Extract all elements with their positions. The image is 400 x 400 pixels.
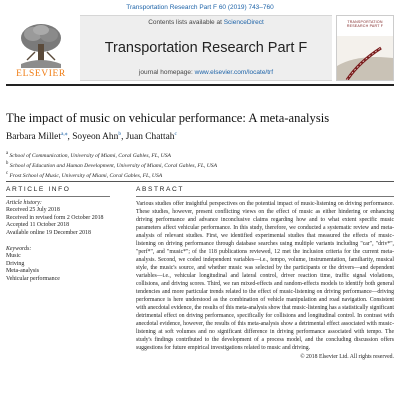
affiliation xyxy=(6,170,217,180)
article-info-heading: ARTICLE INFO xyxy=(6,186,71,193)
history-item: Available online 19 December 2018 xyxy=(6,229,91,236)
journal-cover-road-icon xyxy=(337,36,393,80)
abstract-body xyxy=(136,200,394,361)
contents-prefix: Contents lists available at xyxy=(148,19,224,26)
abstract-text: Various studies offer insightful perspectives on the potential impact of music-listening on driving performance. These studies, however, present conflicting views on the effect of music as either hindering or enhancing driving performance and advance inconclusive claims regarding how and to what extent specific music parameters affect vehicular performance. In this study, therefore, we conducted a systematic review and meta-analysis of relevant studies. First, we identified experimental studies that measured the effects of music-listening on driving performance through database searches using multiple variants including "car", "driv*", "perf*", and "music*"; of the 118 publications reviewed, 12 met the inclusion criteria for the current meta-analysis. Second, we coded independent variables—i.e., tempo, volume, instrumentation, familiarity, musical style, the music's source, and whether music was selected by the participants or the drivers—and dependent variables—i.e., vehicular longitudinal and lateral control, driver reaction time, traffic signal violations, collisions, and driving scores. Third, we ran mixed-effects and random-effects models to identify both general tendencies and more particular trends related to the effect of music-listening on driving performance—driving performance is here understood as the combination of vehicle manipulation and road navigation. Consistent with anecdotal evidence, the results of this meta-analysis show that music-listening has a statistically significant detrimental effect on driving performance, specifically for collisions and longitudinal control. In contrast with anecdotal evidence, however, the results of this meta-analysis show a detrimental effect associated with music-listening at soft volumes and no significant difference in driving performance associated with tempo. The study's findings contributed to the development of a process model, and the concluding discussion offers suggestions for future empirical investigations related to music and driving. xyxy=(136,201,394,352)
author-list: Barbara Millet$^{a,⁎}$, Soyeon Ahn$^b$, Juan Chattah$^c$ xyxy=(6,131,177,143)
affiliation xyxy=(6,150,217,160)
sciencedirect-link[interactable]: ScienceDirect xyxy=(223,19,264,26)
history-item: Accepted 11 October 2018 xyxy=(6,222,70,229)
journal-title: Transportation Research Part F xyxy=(104,39,308,56)
publisher-wordmark: ELSEVIER xyxy=(16,69,66,79)
publisher-logo[interactable] xyxy=(6,15,76,81)
keyword: Meta-analysis xyxy=(6,268,40,275)
masthead-center xyxy=(80,15,332,81)
keyword: Vehicular performance xyxy=(6,275,60,282)
journal-citation[interactable]: Transportation Research Part F 60 (2019) 743–760 xyxy=(126,4,274,11)
history-item: Received in revised form 2 October 2018 xyxy=(6,214,104,221)
article-info-rule xyxy=(6,196,110,197)
contents-line xyxy=(148,19,264,26)
homepage-link[interactable]: www.elsevier.com/locate/trf xyxy=(194,69,274,76)
abstract-rule xyxy=(136,196,394,197)
header-rule xyxy=(6,84,394,86)
affiliation-list xyxy=(6,150,217,180)
journal-homepage xyxy=(139,69,273,76)
affiliation-text: School of Communication, University of Miami, Coral Gables, FL, USA xyxy=(9,152,171,159)
author-affiliation-mark[interactable]: b xyxy=(118,131,122,137)
journal-masthead xyxy=(6,15,394,81)
abstract-heading: ABSTRACT xyxy=(136,186,184,193)
journal-cover-thumbnail[interactable] xyxy=(336,15,394,81)
author-name[interactable]: Soyeon Ahn xyxy=(72,132,119,143)
history-item: Received 25 July 2018 xyxy=(6,207,60,214)
history-label: Article history: xyxy=(6,200,42,206)
elsevier-tree-logo-icon xyxy=(15,22,67,68)
affiliation-mark: b xyxy=(6,161,9,167)
cover-title: TRANSPORTATION RESEARCH PART F xyxy=(346,20,384,29)
copyright-notice: © 2018 Elsevier Ltd. All rights reserved. xyxy=(300,354,394,361)
affiliation xyxy=(6,160,217,170)
affiliation-mark: c xyxy=(6,171,9,177)
keyword: Driving xyxy=(6,260,25,267)
affiliation-text: School of Education and Human Development, University of Miami, Coral Gables, FL, USA xyxy=(9,162,217,169)
article-title: The impact of music on vehicular performance: A meta-analysis xyxy=(6,111,330,125)
author-name[interactable]: Juan Chattah xyxy=(125,132,175,143)
author-affiliation-mark[interactable]: c xyxy=(174,131,177,137)
affiliation-mark: a xyxy=(6,151,9,156)
section-divider xyxy=(6,181,394,182)
author-affiliation-mark[interactable]: a,⁎ xyxy=(60,131,68,137)
keyword: Music xyxy=(6,253,21,260)
keywords xyxy=(6,246,110,283)
author-name[interactable]: Barbara Millet xyxy=(6,132,61,143)
affiliation-text: Frost School of Music, University of Miami, Coral Gables, FL, USA xyxy=(9,172,163,179)
keywords-label: Keywords: xyxy=(6,246,32,252)
homepage-prefix: journal homepage: xyxy=(138,69,195,76)
article-history xyxy=(6,200,110,237)
